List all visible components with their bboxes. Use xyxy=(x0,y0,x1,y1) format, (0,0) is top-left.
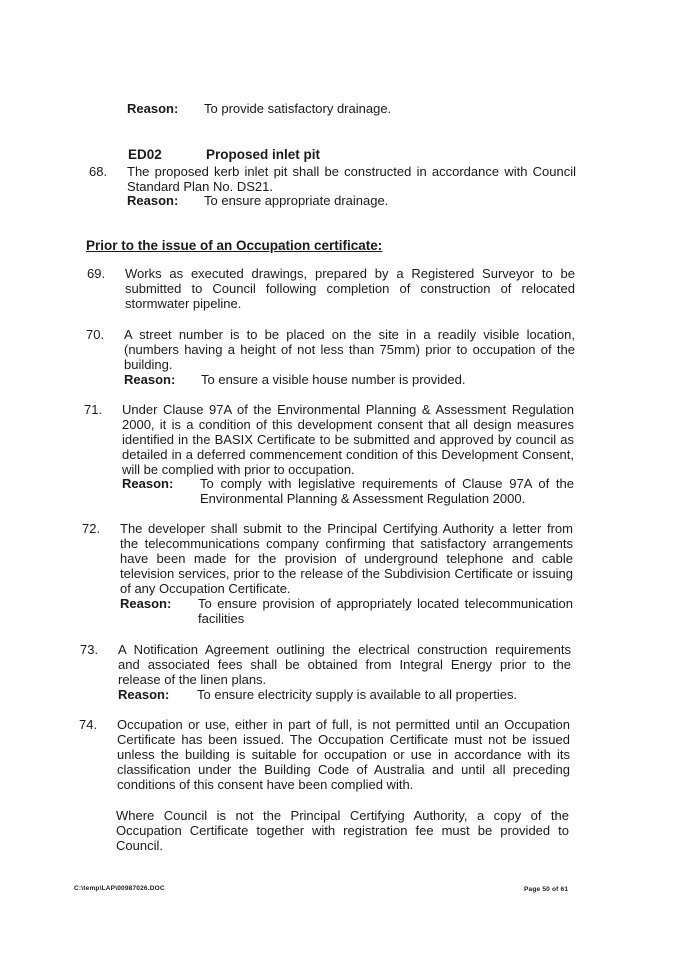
text-line: have been made for the provision of underground telephone and cable xyxy=(120,551,573,566)
ed02-title: Proposed inlet pit xyxy=(206,147,321,162)
reason-label: Reason: xyxy=(118,687,170,702)
text-line: Occupation Certificate together with registration fee must be provided to xyxy=(116,823,569,838)
text-line: Under Clause 97A of the Environmental Planning & Assessment Regulation xyxy=(122,402,574,417)
text-line: the telecommunications company confirming that satisfactory arrangements xyxy=(120,536,573,551)
condition-70-text xyxy=(124,327,575,372)
condition-73-reason xyxy=(118,687,517,702)
text-line: submitted to Council following completion of construction of relocated xyxy=(125,281,575,296)
condition-71-reason-label: Reason: xyxy=(122,476,174,491)
reason-label: Reason: xyxy=(124,372,176,387)
condition-73-text xyxy=(118,642,571,687)
text-line: television services, prior to the release of the Subdivision Certificate or issuing xyxy=(120,566,573,581)
text-line: Council. xyxy=(116,838,163,853)
text-line: Certificate has been issued. The Occupation Certificate must not be issued xyxy=(117,732,570,747)
footer-file-path: C:\temp\LAP\00987026.DOC xyxy=(74,885,165,892)
top-reason xyxy=(127,101,391,116)
text-line: Standard Plan No. DS21. xyxy=(127,179,273,194)
section-heading: Prior to the issue of an Occupation certificate: xyxy=(86,238,383,253)
condition-68-text xyxy=(127,164,576,194)
text-line: The proposed kerb inlet pit shall be constructed in accordance with Council xyxy=(127,164,576,179)
condition-71-text xyxy=(122,402,574,477)
reason-label: Reason: xyxy=(127,101,179,116)
condition-68-reason xyxy=(127,193,388,208)
text-line: Where Council is not the Principal Certifying Authority, a copy of the xyxy=(116,808,569,823)
text-line: (numbers having a height of not less than 75mm) prior to occupation of the xyxy=(124,342,575,357)
condition-number-68: 68. xyxy=(89,164,108,179)
condition-69-text xyxy=(125,266,575,311)
ed02-code: ED02 xyxy=(128,147,162,162)
condition-71-reason-text xyxy=(200,476,574,506)
text-line: 2000, it is a condition of this development consent that all design measures xyxy=(122,417,574,432)
condition-number-72: 72. xyxy=(82,521,101,536)
reason-label: Reason: xyxy=(127,193,179,208)
reason-text: To ensure a visible house number is provided. xyxy=(201,372,466,387)
condition-number-70: 70. xyxy=(86,327,105,342)
condition-72-text xyxy=(120,521,573,596)
text-line: of any Occupation Certificate. xyxy=(120,581,291,596)
reason-text: To provide satisfactory drainage. xyxy=(204,101,392,116)
reason-text: To ensure appropriate drainage. xyxy=(204,193,389,208)
text-line: facilities xyxy=(198,611,245,626)
text-line: A street number is to be placed on the site in a readily visible location, xyxy=(124,327,575,342)
text-line: stormwater pipeline. xyxy=(125,296,242,311)
text-line: and associated fees shall be obtained from Integral Energy prior to the xyxy=(118,657,571,672)
text-line: building. xyxy=(124,357,173,372)
footer-page-number: Page 50 of 61 xyxy=(524,886,569,893)
text-line: The developer shall submit to the Principal Certifying Authority a letter from xyxy=(120,521,573,536)
text-line: Occupation or use, either in part of full, is not permitted until an Occupation xyxy=(117,717,570,732)
condition-number-73: 73. xyxy=(80,642,99,657)
text-line: will be complied with prior to occupation. xyxy=(122,462,355,477)
reason-text: To ensure electricity supply is available to all properties. xyxy=(197,687,518,702)
condition-72-reason-text xyxy=(198,596,573,626)
text-line: Works as executed drawings, prepared by a Registered Surveyor to be xyxy=(125,266,575,281)
text-line: classification under the Building Code of Australia and until all preceding xyxy=(117,762,570,777)
text-line: A Notification Agreement outlining the electrical construction requirements xyxy=(118,642,571,657)
condition-number-74: 74. xyxy=(79,717,98,732)
text-line: To comply with legislative requirements of Clause 97A of the xyxy=(200,476,574,491)
condition-70-reason xyxy=(124,372,465,387)
text-line: identified in the BASIX Certificate to be submitted and approved by council as xyxy=(122,432,574,447)
text-line: unless the building is suitable for occupation or use in accordance with its xyxy=(117,747,570,762)
text-line: Environmental Planning & Assessment Regulation 2000. xyxy=(200,491,526,506)
condition-number-71: 71. xyxy=(84,402,103,417)
condition-72-reason-label: Reason: xyxy=(120,596,172,611)
condition-number-69: 69. xyxy=(87,266,106,281)
condition-74-extra-text xyxy=(116,808,569,853)
condition-74-text xyxy=(117,717,570,792)
text-line: detailed in a deferred commencement condition of this Development Consent, xyxy=(122,447,574,462)
text-line: To ensure provision of appropriately located telecommunication xyxy=(198,596,573,611)
text-line: conditions of this consent have been complied with. xyxy=(117,777,414,792)
text-line: release of the linen plans. xyxy=(118,672,267,687)
